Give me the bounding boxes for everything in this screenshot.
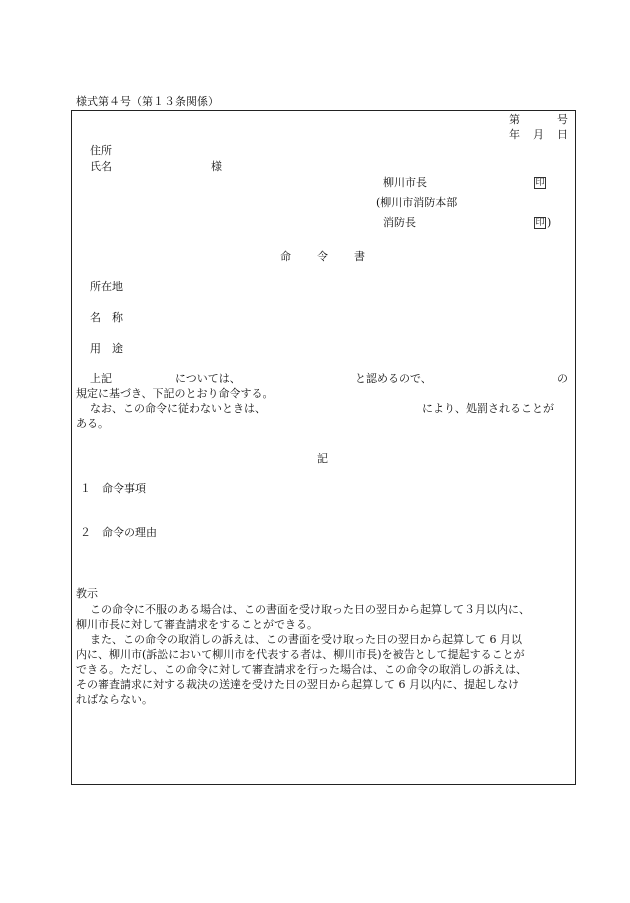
facility-name-label-2: 称 xyxy=(112,311,123,324)
date-day-label: 日 xyxy=(557,128,568,141)
body-line1-part1: 上記 xyxy=(90,372,112,385)
date-year-label: 年 xyxy=(509,128,520,141)
document-title-char-3: 書 xyxy=(354,250,365,263)
seal-mark-mayor: 印 xyxy=(535,178,545,188)
instruction-heading: 教示 xyxy=(76,587,98,600)
date-month-label: 月 xyxy=(533,128,544,141)
document-title-char-1: 命 xyxy=(280,250,291,263)
location-label: 所在地 xyxy=(90,280,123,293)
body-line1-part4: の xyxy=(557,372,568,385)
seal-mark-fire-chief: 印 xyxy=(535,218,545,228)
form-number-label: 様式第４号（第１３条関係） xyxy=(76,95,219,108)
name-label: 氏名 xyxy=(90,160,112,173)
item-order-reason: ２ 命令の理由 xyxy=(80,526,157,539)
instruction-p1-line1: この命令に不服のある場合は、この書面を受け取った日の翌日から起算して３月以内に、 xyxy=(90,603,530,616)
body-line1-part3: と認めるので、 xyxy=(355,372,432,385)
instruction-p2-line2: 内に、柳川市(訴訟において柳川市を代表する者は、柳川市長)を被告として提起することが xyxy=(76,648,525,661)
body-line1-part2: については、 xyxy=(175,372,241,385)
document-number-prefix: 第 xyxy=(509,113,520,126)
ki-heading: 記 xyxy=(317,452,328,465)
document-number-suffix: 号 xyxy=(557,113,568,126)
item-order-details: １ 命令事項 xyxy=(80,482,146,495)
fire-chief-title: 消防長 xyxy=(383,216,416,229)
body-line3-part1: なお、この命令に従わないときは、 xyxy=(90,402,266,415)
closing-paren: ) xyxy=(547,216,552,229)
honorific-label: 様 xyxy=(211,160,222,173)
instruction-p2-line4: その審査請求に対する裁決の送達を受けた日の翌日から起算して 6 月以内に、提起しなけ xyxy=(76,678,519,691)
instruction-p1-line2: 柳川市長に対して審査請求をすることができる。 xyxy=(76,618,318,631)
fire-headquarters-label: (柳川市消防本部 xyxy=(376,196,458,209)
instruction-p2-line1: また、この命令の取消しの訴えは、この書面を受け取った日の翌日から起算して 6 月以 xyxy=(90,633,522,646)
document-title-char-2: 令 xyxy=(317,250,328,263)
mayor-title: 柳川市長 xyxy=(383,176,427,189)
instruction-p2-line5: ればならない。 xyxy=(76,693,153,706)
usage-label-2: 途 xyxy=(112,342,123,355)
instruction-p2-line3: できる。ただし、この命令に対して審査請求を行った場合は、この命令の取消しの訴えは、 xyxy=(76,663,527,676)
body-line2: 規定に基づき、下記のとおり命令する。 xyxy=(76,387,274,400)
usage-label-1: 用 xyxy=(90,342,101,355)
body-line3-part2: により、処罰されることが xyxy=(422,402,554,415)
body-line4: ある。 xyxy=(76,417,109,430)
address-label: 住所 xyxy=(90,144,112,157)
facility-name-label-1: 名 xyxy=(90,311,101,324)
